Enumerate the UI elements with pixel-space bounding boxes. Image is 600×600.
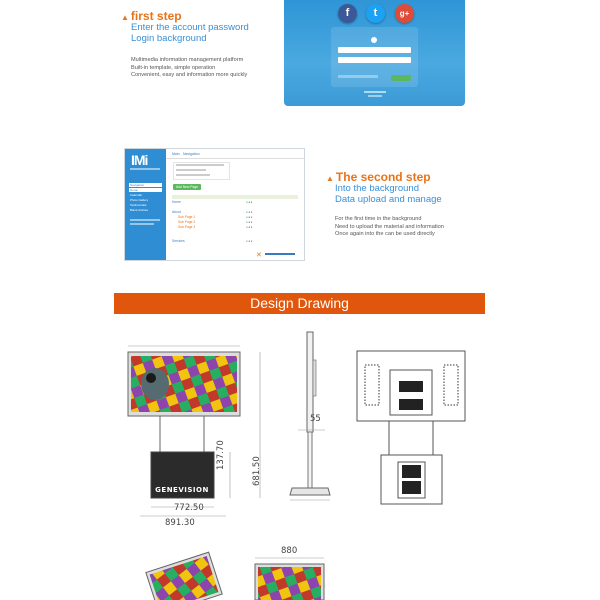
add-new-page-button[interactable]: Add New Page bbox=[173, 184, 201, 190]
back-base-vent bbox=[402, 481, 421, 494]
desc-line: Once again into the can be used directly bbox=[335, 231, 435, 237]
row-actions[interactable]: ●●● bbox=[246, 215, 253, 219]
tab-navigation[interactable]: Navigation bbox=[183, 152, 200, 156]
side-base bbox=[290, 488, 330, 495]
side-bracket bbox=[313, 360, 316, 396]
desc-line: Convenient, easy and information more quickly bbox=[131, 72, 248, 78]
step1-line: Login background bbox=[131, 33, 207, 44]
row-label: Sub Page 3 bbox=[178, 225, 196, 229]
back-base-vent bbox=[402, 465, 421, 478]
row-actions[interactable]: ●●● bbox=[246, 239, 253, 243]
facebook-icon[interactable]: f bbox=[338, 4, 357, 23]
row-label: Home bbox=[172, 200, 181, 204]
step1-title: first step bbox=[130, 9, 182, 23]
desc-line: Multimedia information management platform bbox=[131, 57, 244, 63]
row-label: Sub Page 1 bbox=[178, 215, 196, 219]
back-pole bbox=[389, 421, 433, 455]
desc-line: Built-in template, simple operation bbox=[131, 64, 216, 71]
triangle-icon: ▲ bbox=[121, 13, 129, 22]
nav-item[interactable]: Blank Articles bbox=[130, 208, 149, 212]
twitter-icon[interactable]: t bbox=[366, 4, 385, 23]
front-pole bbox=[160, 416, 204, 452]
design-drawing-banner: Design Drawing bbox=[114, 293, 485, 314]
step2-line: Data upload and manage bbox=[335, 194, 442, 205]
angled-monitor bbox=[146, 552, 222, 600]
tab-main[interactable]: Main bbox=[172, 152, 180, 156]
row-actions[interactable]: ●●● bbox=[246, 210, 253, 214]
dim-label: 55 bbox=[310, 414, 321, 424]
side-pole bbox=[308, 432, 312, 488]
step2-title: The second step bbox=[335, 170, 431, 184]
top-screen bbox=[258, 567, 321, 600]
row-actions[interactable]: ●●● bbox=[246, 200, 253, 204]
desc-line: Need to upload the material and information bbox=[335, 223, 444, 230]
dim-label: 891.30 bbox=[165, 518, 195, 528]
logo: IMi bbox=[131, 152, 148, 168]
dim-label: 772.50 bbox=[174, 503, 204, 513]
nav-item[interactable]: Calendar bbox=[130, 193, 143, 197]
row-label: Services bbox=[172, 239, 185, 243]
nav-item[interactable]: Testimonials bbox=[130, 203, 147, 207]
step1-line: Enter the account password bbox=[131, 22, 249, 33]
nav-item[interactable]: Navigation bbox=[129, 183, 162, 187]
desc-line: For the first time in the background bbox=[335, 216, 422, 222]
step2-line: Into the background bbox=[335, 183, 419, 194]
nav-item[interactable]: Photo Gallery bbox=[130, 198, 149, 202]
row-label: About bbox=[172, 210, 181, 214]
logo-mark-icon: ✕ bbox=[256, 252, 262, 259]
row-actions[interactable]: ●●● bbox=[246, 220, 253, 224]
dim-label: 681.50 bbox=[252, 456, 262, 486]
robot-eye bbox=[146, 373, 156, 383]
dim-label: 880 bbox=[281, 546, 298, 556]
nav-item[interactable]: Home bbox=[129, 188, 162, 192]
row-label: Sub Page 2 bbox=[178, 220, 196, 224]
back-vent-top bbox=[399, 381, 423, 392]
row-actions[interactable]: ●●● bbox=[246, 225, 253, 229]
robot-figure bbox=[141, 368, 169, 400]
triangle-icon: ▲ bbox=[326, 174, 334, 183]
google-plus-icon[interactable]: g+ bbox=[395, 4, 414, 23]
brand-label: GENEVISION bbox=[155, 486, 209, 494]
back-vent-bottom bbox=[399, 399, 423, 410]
dim-label: 137.70 bbox=[216, 440, 226, 470]
